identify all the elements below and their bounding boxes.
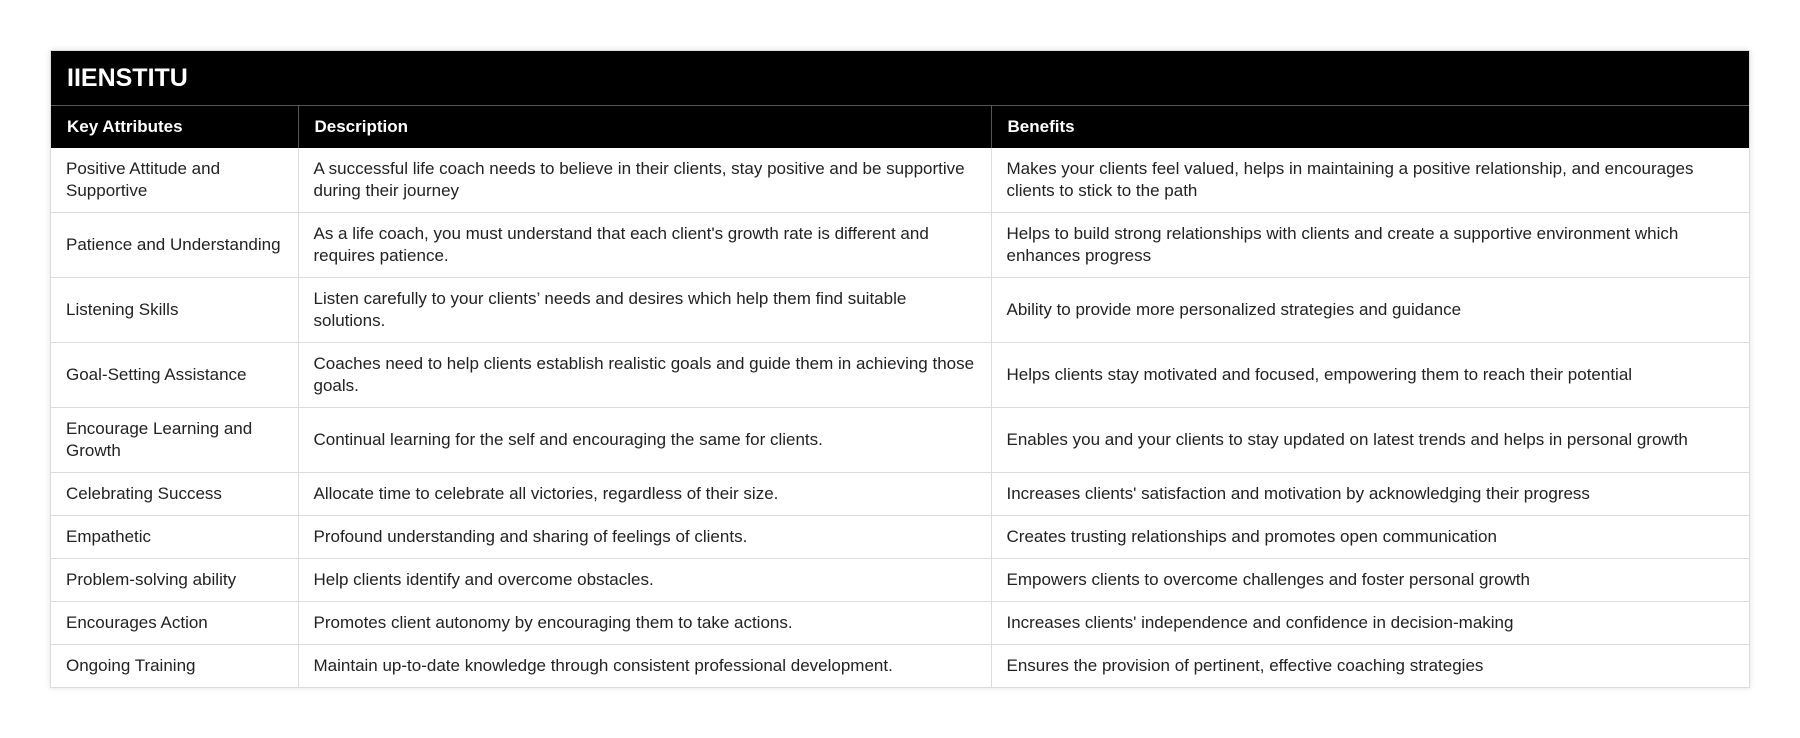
table-row [51, 645, 1749, 688]
cell-benefits: Ensures the provision of pertinent, effective coaching strategies [1006, 656, 1484, 675]
cell-description: Coaches need to help clients establish realistic goals and guide them in achieving those goals. [298, 343, 991, 408]
cell-benefits: Increases clients' satisfaction and motivation by acknowledging their progress [991, 473, 1749, 516]
table-row [51, 559, 1749, 602]
cell-description: Allocate time to celebrate all victories, regardless of their size. [298, 473, 991, 516]
column-header-key-attributes: Key Attributes [51, 106, 298, 149]
attributes-table [51, 51, 1749, 687]
column-header-description: Description [298, 106, 991, 149]
cell-description: As a life coach, you must understand that each client's growth rate is different and requires patience. [298, 213, 991, 278]
attributes-table-container [50, 50, 1750, 688]
cell-description: Promotes client autonomy by encouraging them to take actions. [298, 602, 991, 645]
column-header-benefits: Benefits [991, 106, 1749, 149]
cell-benefits: Ability to provide more personalized strategies and guidance [991, 278, 1749, 343]
table-header-row [51, 106, 1749, 149]
table-title-row [51, 51, 1749, 106]
table-title: IIENSTITU [51, 51, 1749, 106]
cell-description: Profound understanding and sharing of feelings of clients. [298, 516, 991, 559]
table-row [51, 278, 1749, 343]
cell-benefits: Enables you and your clients to stay updated on latest trends and helps in personal growth [991, 408, 1749, 473]
table-row [51, 213, 1749, 278]
cell-description: Maintain up-to-date knowledge through consistent professional development. [298, 645, 991, 688]
table-row [51, 408, 1749, 473]
cell-attribute: Celebrating Success [51, 473, 298, 516]
table-row [51, 148, 1749, 213]
cell-benefits: Helps clients stay motivated and focused, empowering them to reach their potential [991, 343, 1749, 408]
table-row [51, 343, 1749, 408]
cell-description: Listen carefully to your clients’ needs and desires which help them find suitable solutions. [298, 278, 991, 343]
cell-attribute: Problem-solving ability [51, 559, 298, 602]
cell-attribute: Patience and Understanding [51, 213, 298, 278]
cell-attribute: Encourages Action [51, 602, 298, 645]
cell-attribute: Goal-Setting Assistance [51, 343, 298, 408]
cell-benefits: Creates trusting relationships and promotes open communication [991, 516, 1749, 559]
cell-description: A successful life coach needs to believe in their clients, stay positive and be supportive during their journey [298, 148, 991, 213]
cell-description: Help clients identify and overcome obstacles. [298, 559, 991, 602]
cell-attribute: Encourage Learning and Growth [51, 408, 298, 473]
cell-attribute: Positive Attitude and Supportive [51, 148, 298, 213]
table-row [51, 516, 1749, 559]
table-row [51, 602, 1749, 645]
cell-benefits: Increases clients' independence and confidence in decision-making [991, 602, 1749, 645]
cell-attribute: Empathetic [51, 516, 298, 559]
cell-attribute: Listening Skills [51, 278, 298, 343]
cell-attribute: Ongoing Training [51, 645, 298, 688]
cell-description: Continual learning for the self and encouraging the same for clients. [298, 408, 991, 473]
table-row [51, 473, 1749, 516]
cell-benefits: Helps to build strong relationships with clients and create a supportive environment which enhances progress [991, 213, 1749, 278]
cell-benefits: Makes your clients feel valued, helps in maintaining a positive relationship, and encourages clients to stick to the path [991, 148, 1749, 213]
cell-benefits: Empowers clients to overcome challenges and foster personal growth [991, 559, 1749, 602]
